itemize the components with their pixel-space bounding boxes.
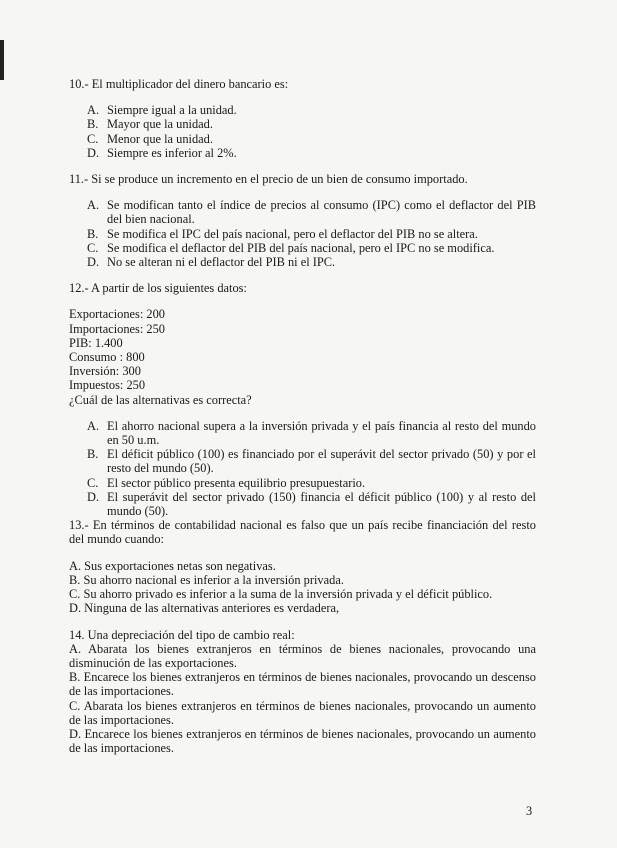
question-10-option-c: C. Menor que la unidad. — [87, 131, 213, 146]
question-13-option-c: C. Su ahorro privado es inferior a la suma de la inversión privada y el déficit público. — [69, 587, 493, 602]
data-inversion: Inversión: 300 — [69, 364, 141, 379]
question-13-option-a: A. Sus exportaciones netas son negativas. — [69, 558, 276, 573]
question-11-option-a: A. Se modifican tanto el índice de precios al consumo (IPC) como el deflactor del PIB del bien nacional. — [87, 198, 536, 227]
question-12-title: 12.- A partir de los siguientes datos: — [69, 281, 247, 296]
page-number: 3 — [526, 804, 533, 818]
question-12-option-b: B. El déficit público (100) es financiado por el superávit del sector privado (50) y por el resto del mundo (50). — [87, 447, 536, 476]
question-12-option-a: A. El ahorro nacional supera a la inversión privada y el país financia al resto del mundo en 50 u.m. — [87, 418, 536, 448]
data-importaciones: Importaciones: 250 — [69, 321, 166, 336]
question-10-option-a: A. Siempre igual a la unidad. — [87, 103, 237, 118]
question-11-option-c: C. Se modifica el deflactor del PIB del país nacional, pero el IPC no se modifica. — [87, 240, 495, 255]
question-10-title: 10.- El multiplicador del dinero bancario es: — [69, 77, 289, 91]
question-12-option-d: D. El superávit del sector privado (150) financia el déficit público (100) y al resto del mundo (50). — [87, 489, 536, 519]
question-11-option-b: B. Se modifica el IPC del país nacional, pero el deflactor del PIB no se altera. — [87, 226, 478, 241]
data-consumo: Consumo : 800 — [69, 350, 145, 365]
question-11-options — [69, 198, 536, 269]
question-13-option-d: D. Ninguna de las alternativas anteriores es verdadera, — [69, 601, 340, 616]
data-pib: PIB: 1.400 — [69, 335, 123, 350]
question-13-title: 13.- En términos de contabilidad nacional es falso que un país recibe financiación del resto del mundo cuando: — [69, 518, 536, 547]
question-10-option-d: D. Siempre es inferior al 2%. — [87, 145, 237, 160]
question-14-option-c: C. Abarata los bienes extranjeros en términos de bienes nacionales, provocando un aumento de las importaciones. — [69, 698, 536, 727]
question-13-option-b: B. Su ahorro nacional es inferior a la inversión privada. — [69, 572, 344, 587]
question-12-option-c: C. El sector público presenta equilibrio presupuestario. — [87, 475, 366, 490]
question-14-title: 14. Una depreciación del tipo de cambio real: — [69, 627, 295, 642]
question-11-title: 11.- Si se produce un incremento en el precio de un bien de consumo importado. — [69, 172, 468, 187]
question-12-data — [69, 307, 536, 406]
question-11-option-d: D. No se alteran ni el deflactor del PIB ni el IPC. — [87, 255, 336, 270]
question-10-option-b: B. Mayor que la unidad. — [87, 117, 213, 132]
exam-content — [69, 77, 536, 755]
data-exportaciones: Exportaciones: 200 — [69, 307, 166, 322]
question-12-options — [69, 419, 536, 518]
question-10-options — [69, 103, 536, 160]
scan-edge-mark — [0, 40, 4, 80]
question-14-option-a: A. Abarata los bienes extranjeros en términos de bienes nacionales, provocando una disminución de las exportaciones. — [69, 641, 536, 670]
question-12-question: ¿Cuál de las alternativas es correcta? — [69, 392, 252, 407]
data-impuestos: Impuestos: 250 — [69, 378, 146, 393]
question-14-options — [69, 642, 536, 756]
question-14-option-b: B. Encarece los bienes extranjeros en términos de bienes nacionales, provocando un descenso de las importaciones. — [69, 670, 536, 699]
question-14-option-d: D. Encarece los bienes extranjeros en términos de bienes nacionales, provocando un aumento de las importaciones. — [69, 726, 536, 756]
question-13-options — [69, 559, 536, 616]
